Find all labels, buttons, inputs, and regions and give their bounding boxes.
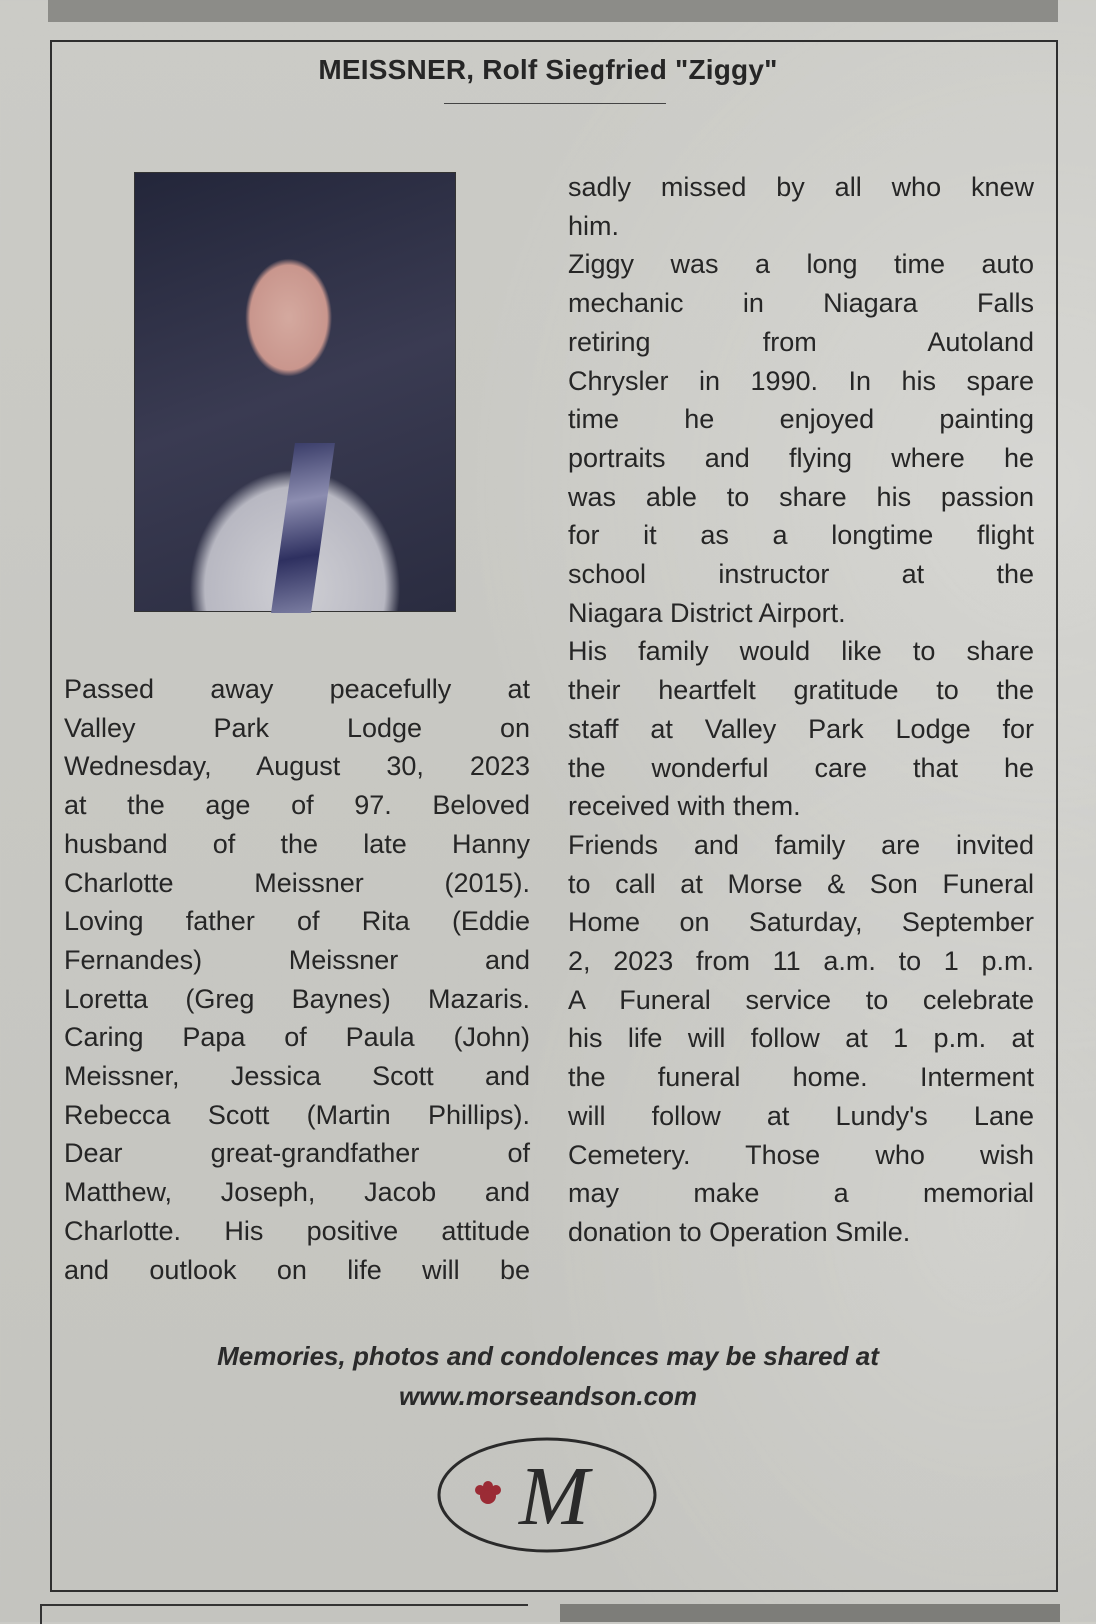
text-line: Fernandes) Meissner and (64, 944, 530, 975)
condolences-note (0, 1336, 1096, 1416)
text-line: will follow at Lundy's Lane (568, 1100, 1034, 1131)
text-line: Home on Saturday, September (568, 907, 1034, 938)
text-line: Loving father of Rita (Eddie (64, 906, 530, 937)
right-column-text (568, 168, 1034, 1252)
portrait-photo (134, 172, 456, 612)
text-line: Caring Papa of Paula (John) (64, 1022, 530, 1053)
text-line: their heartfelt gratitude to the (568, 675, 1034, 706)
text-line: for it as a longtime flight (568, 520, 1034, 551)
text-line: him. (568, 210, 620, 241)
obituary-title: MEISSNER, Rolf Siegfried "Ziggy" (318, 54, 778, 85)
text-line: Wednesday, August 30, 2023 (64, 751, 530, 782)
funeral-home-website[interactable]: www.morseandson.com (398, 1381, 698, 1411)
text-line: retiring from Autoland (568, 326, 1034, 357)
text-line: Niagara District Airport. (568, 597, 846, 628)
next-notice-border (40, 1604, 528, 1624)
text-line: Chrysler in 1990. In his spare (568, 365, 1034, 396)
text-line: donation to Operation Smile. (568, 1216, 911, 1247)
text-line: His family would like to share (568, 636, 1034, 667)
text-line: his life will follow at 1 p.m. at (568, 1023, 1034, 1054)
text-line: Valley Park Lodge on (64, 712, 530, 743)
text-line: Charlotte Meissner (2015). (64, 867, 530, 898)
text-line: Loretta (Greg Baynes) Mazaris. (64, 983, 530, 1014)
adjacent-newsprint-band (560, 1604, 1060, 1622)
tie (271, 443, 335, 613)
text-line: the funeral home. Interment (568, 1062, 1034, 1093)
text-line: A Funeral service to celebrate (568, 984, 1034, 1015)
text-line: Ziggy was a long time auto (568, 249, 1034, 280)
text-line: Charlotte. His positive attitude (64, 1215, 530, 1246)
funeral-home-logo (436, 1436, 658, 1554)
text-line: husband of the late Hanny (64, 828, 530, 859)
text-line: staff at Valley Park Lodge for (568, 713, 1034, 744)
text-line: Meissner, Jessica Scott and (64, 1061, 530, 1092)
maple-leaf-icon (475, 1481, 501, 1504)
text-line: portraits and flying where he (568, 442, 1034, 473)
text-line: 2, 2023 from 11 a.m. to 1 p.m. (568, 946, 1034, 977)
text-line: Friends and family are invited (568, 829, 1034, 860)
text-line: school instructor at the (568, 559, 1034, 590)
text-line: Cemetery. Those who wish (568, 1139, 1034, 1170)
text-line: may make a memorial (568, 1178, 1034, 1209)
text-line: to call at Morse & Son Funeral (568, 868, 1034, 899)
text-line: received with them. (568, 791, 801, 822)
title-underline (444, 103, 666, 104)
text-line: was able to share his passion (568, 481, 1034, 512)
text-line: Passed away peacefully at (64, 674, 530, 704)
text-line: the wonderful care that he (568, 752, 1034, 783)
top-newsprint-band (48, 0, 1058, 22)
text-line: sadly missed by all who knew (568, 172, 1034, 202)
text-line: and outlook on life will be (64, 1254, 530, 1285)
text-line: Matthew, Joseph, Jacob and (64, 1177, 530, 1208)
left-column-text (64, 670, 530, 1289)
text-line: Dear great-grandfather of (64, 1138, 530, 1169)
text-line: time he enjoyed painting (568, 404, 1034, 435)
text-line: mechanic in Niagara Falls (568, 288, 1034, 319)
logo-letter: M (519, 1450, 589, 1543)
text-line: at the age of 97. Beloved (64, 790, 530, 821)
text-line: Rebecca Scott (Martin Phillips). (64, 1099, 530, 1130)
condolences-text: Memories, photos and condolences may be shared at (217, 1341, 879, 1371)
